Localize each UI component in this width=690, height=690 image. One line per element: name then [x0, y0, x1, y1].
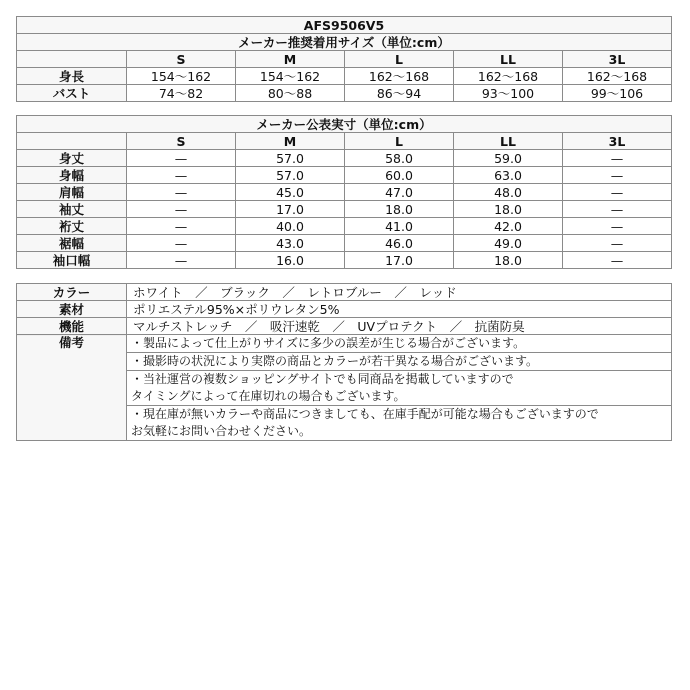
table-cell: 57.0: [236, 150, 345, 167]
size-header: M: [236, 133, 345, 150]
table-cell: 154～162: [127, 68, 236, 85]
size-header-row: [17, 133, 672, 150]
header-blank: [17, 51, 127, 68]
table-cell: 162～168: [345, 68, 454, 85]
actual-measurement-title: メーカー公表実寸（単位:cm）: [17, 116, 672, 133]
row-label: 身幅: [17, 167, 127, 184]
function-label: 機能: [17, 318, 127, 335]
table-row: [17, 235, 672, 252]
info-row-note: [17, 335, 672, 353]
row-label: 肩幅: [17, 184, 127, 201]
recommended-size-table: [16, 16, 672, 102]
table-cell: 162～168: [454, 68, 563, 85]
table-cell: 41.0: [345, 218, 454, 235]
row-label: 裾幅: [17, 235, 127, 252]
table-cell: 63.0: [454, 167, 563, 184]
size-header: M: [236, 51, 345, 68]
size-header: 3L: [563, 133, 672, 150]
table-cell: —: [563, 184, 672, 201]
size-header: S: [127, 133, 236, 150]
table-cell: 43.0: [236, 235, 345, 252]
table-cell: —: [127, 252, 236, 269]
table-cell: 47.0: [345, 184, 454, 201]
table-row: [17, 167, 672, 184]
header-blank: [17, 133, 127, 150]
row-label: 袖丈: [17, 201, 127, 218]
table-cell: —: [127, 150, 236, 167]
table-cell: —: [127, 184, 236, 201]
table-cell: —: [127, 218, 236, 235]
notes-label: 備考: [17, 335, 127, 441]
table-cell: 86～94: [345, 85, 454, 102]
size-header-row: [17, 51, 672, 68]
table-cell: —: [127, 167, 236, 184]
row-label: 身丈: [17, 150, 127, 167]
table-cell: 18.0: [345, 201, 454, 218]
table-cell: 46.0: [345, 235, 454, 252]
table-row: [17, 201, 672, 218]
table-cell: —: [563, 252, 672, 269]
table-cell: 74～82: [127, 85, 236, 102]
table-cell: 154～162: [236, 68, 345, 85]
table-row: [17, 218, 672, 235]
row-label: 裄丈: [17, 218, 127, 235]
table-cell: —: [563, 150, 672, 167]
size-header: S: [127, 51, 236, 68]
table-cell: 16.0: [236, 252, 345, 269]
table-cell: 99～106: [563, 85, 672, 102]
note-item: ・撮影時の状況により実際の商品とカラーが若干異なる場合がございます。: [127, 353, 672, 371]
table-cell: 17.0: [345, 252, 454, 269]
material-label: 素材: [17, 301, 127, 318]
material-value: ポリエステル95%×ポリウレタン5%: [127, 301, 672, 318]
size-header: L: [345, 133, 454, 150]
function-value: マルチストレッチ ／ 吸汗速乾 ／ UVプロテクト ／ 抗菌防臭: [127, 318, 672, 335]
table-cell: 60.0: [345, 167, 454, 184]
table-cell: 57.0: [236, 167, 345, 184]
table-row: [17, 85, 672, 102]
product-info-table: [16, 283, 672, 441]
note-item: ・当社運営の複数ショッピングサイトでも同商品を掲載していますので タイミングによって在庫切れの場合もございます。: [127, 371, 672, 406]
note-item: ・製品によって仕上がりサイズに多少の誤差が生じる場合がございます。: [127, 335, 672, 353]
table-cell: 162～168: [563, 68, 672, 85]
table-cell: 18.0: [454, 201, 563, 218]
table-row: [17, 150, 672, 167]
table-cell: 17.0: [236, 201, 345, 218]
row-label: 袖口幅: [17, 252, 127, 269]
table-cell: 18.0: [454, 252, 563, 269]
table-row: [17, 252, 672, 269]
product-code: AFS9506V5: [17, 17, 672, 34]
table-cell: 40.0: [236, 218, 345, 235]
table-row: [17, 68, 672, 85]
table-cell: 80～88: [236, 85, 345, 102]
recommended-size-title: メーカー推奨着用サイズ（単位:cm）: [17, 34, 672, 51]
table-cell: —: [563, 201, 672, 218]
table-cell: 45.0: [236, 184, 345, 201]
info-row-color: [17, 284, 672, 301]
table-cell: 59.0: [454, 150, 563, 167]
table-cell: —: [563, 235, 672, 252]
size-header: LL: [454, 133, 563, 150]
table-cell: —: [127, 201, 236, 218]
size-header: LL: [454, 51, 563, 68]
table-cell: 93～100: [454, 85, 563, 102]
table-cell: 42.0: [454, 218, 563, 235]
row-label: バスト: [17, 85, 127, 102]
color-value: ホワイト ／ ブラック ／ レトロブルー ／ レッド: [127, 284, 672, 301]
size-header: L: [345, 51, 454, 68]
table-cell: —: [563, 167, 672, 184]
info-row-function: [17, 318, 672, 335]
table-row: [17, 184, 672, 201]
size-header: 3L: [563, 51, 672, 68]
table-cell: —: [127, 235, 236, 252]
table-cell: 58.0: [345, 150, 454, 167]
actual-measurement-table: [16, 115, 672, 269]
table-cell: —: [563, 218, 672, 235]
info-row-material: [17, 301, 672, 318]
table-cell: 48.0: [454, 184, 563, 201]
row-label: 身長: [17, 68, 127, 85]
table-cell: 49.0: [454, 235, 563, 252]
note-item: ・現在庫が無いカラーや商品につきましても、在庫手配が可能な場合もございますので お気軽にお問い合わせください。: [127, 406, 672, 441]
color-label: カラー: [17, 284, 127, 301]
